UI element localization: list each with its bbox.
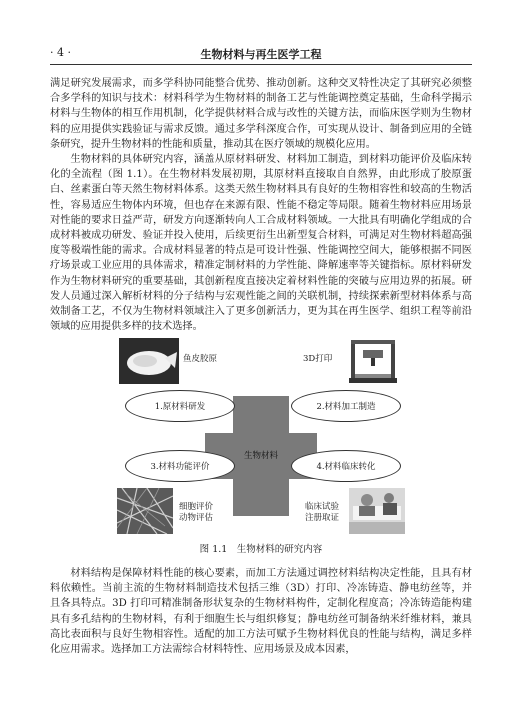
page-number: · 4 · bbox=[50, 46, 71, 59]
fish-skin-collagen-label: 鱼皮胶原 bbox=[183, 354, 218, 364]
3d-printing-label: 3D打印 bbox=[303, 354, 333, 364]
page-header bbox=[50, 46, 472, 65]
animal-evaluation-label: 动物评估 bbox=[179, 513, 214, 523]
clinical-trial-photo bbox=[349, 488, 405, 534]
body-text-bottom bbox=[50, 566, 472, 657]
oval-raw-material-research bbox=[125, 390, 235, 422]
fish-skin-collagen-photo bbox=[119, 338, 179, 384]
cell-evaluation-photo bbox=[117, 488, 173, 534]
cell-evaluation-label: 细胞评价 bbox=[179, 502, 214, 512]
oval-material-manufacturing bbox=[291, 390, 401, 422]
paragraph: 生物材料的具体研究内容，涵盖从原材料研发、材料加工制造，到材料功能评价及临床转化的全流程（图 1.1）。在生物材料发展初期，其原材料直接取自自然界，由此形成了胶原蛋白、丝素蛋白等天然生物材料体系。这类天然生物材料具有良好的生物相容性和较高的生物活性，容易适应生物体内环境，但也存在来源有限、性能不稳定等局限。随着生物材料应用场景对性能的要求日益严苛，研发方向逐渐转向人工合成材料领域。一大批具有明确化学组成的合成材料被成功研发、验证并投入使用，后续更衍生出新型复合材料，可满足对生物材料超高强度等极端性能的需求。合成材料显著的特点是可设计性强、性能调控空间大，能够根据不同医疗场景或工业应用的具体需求，精准定制材料的力学性能、降解速率等关键指标。原材料研发作为生物材料研究的重要基础，其创新程度直接决定着材料性能的突破与应用边界的拓展。研发人员通过深入解析材料的分子结构与宏观性能之间的关联机制，持续探索新型材料体系与高效制备工艺，不仅为生物材料领域注入了更多创新活力，更为其在再生医学、组织工程等前沿领域的应用提供多样的技术选择。 bbox=[50, 154, 472, 333]
running-title: 生物材料与再生医学工程 bbox=[200, 48, 322, 61]
oval-clinical-translation bbox=[291, 450, 401, 482]
oval-function-evaluation bbox=[125, 450, 235, 482]
registration-label: 注册取证 bbox=[305, 513, 340, 523]
oval-label: 4.材料临床转化 bbox=[316, 462, 376, 472]
paragraph: 满足研究发展需求，而多学科协同能整合优势、推动创新。这种交叉特性决定了其研究必须整合多学科的知识与技术：材料科学为生物材料的制备工艺与性能调控奠定基础，生命科学揭示材料与生物体的相互作用机制，化学提供材料合成与改性的关键方法，而临床医学则为生物材料的应用提供实践验证与需求反馈。通过多学科深度合作，可实现从设计、制备到应用的全链条研究，提升生物材料的性能和质量，推动其在医疗领域的规模化应用。 bbox=[50, 78, 472, 150]
figure-research-content bbox=[113, 338, 413, 536]
3d-printer-photo bbox=[345, 338, 401, 384]
paragraph: 材料结构是保障材料性能的核心要素，而加工方法通过调控材料结构决定性能，且具有材料依赖性。当前主流的生物材料制造技术包括三维（3D）打印、冷冻铸造、静电纺丝等，并且各具特点。3D 打印可精准制备形状复杂的生物材料构件，定制化程度高；冷冻铸造能构建具有多孔结构的生物材料，有利于细胞生长与组织修复；静电纺丝可制备纳米纤维材料，兼具高比表面积与良好生物相容性。适配的加工方法可赋予生物材料优良的性能与结构，满足多样化应用需求。选择加工方法需综合材料特性、应用场景及成本因素， bbox=[50, 568, 472, 656]
oval-label: 2.材料加工制造 bbox=[316, 402, 376, 412]
oval-label: 3.材料功能评价 bbox=[150, 462, 210, 472]
body-text-top bbox=[50, 76, 472, 334]
oval-label: 1.原材料研发 bbox=[154, 402, 206, 412]
cross-center-label: 生物材料 bbox=[243, 451, 278, 461]
figure-caption: 图 1.1 生物材料的研究内容 bbox=[199, 544, 323, 555]
clinical-trial-label: 临床试验 bbox=[305, 502, 340, 512]
